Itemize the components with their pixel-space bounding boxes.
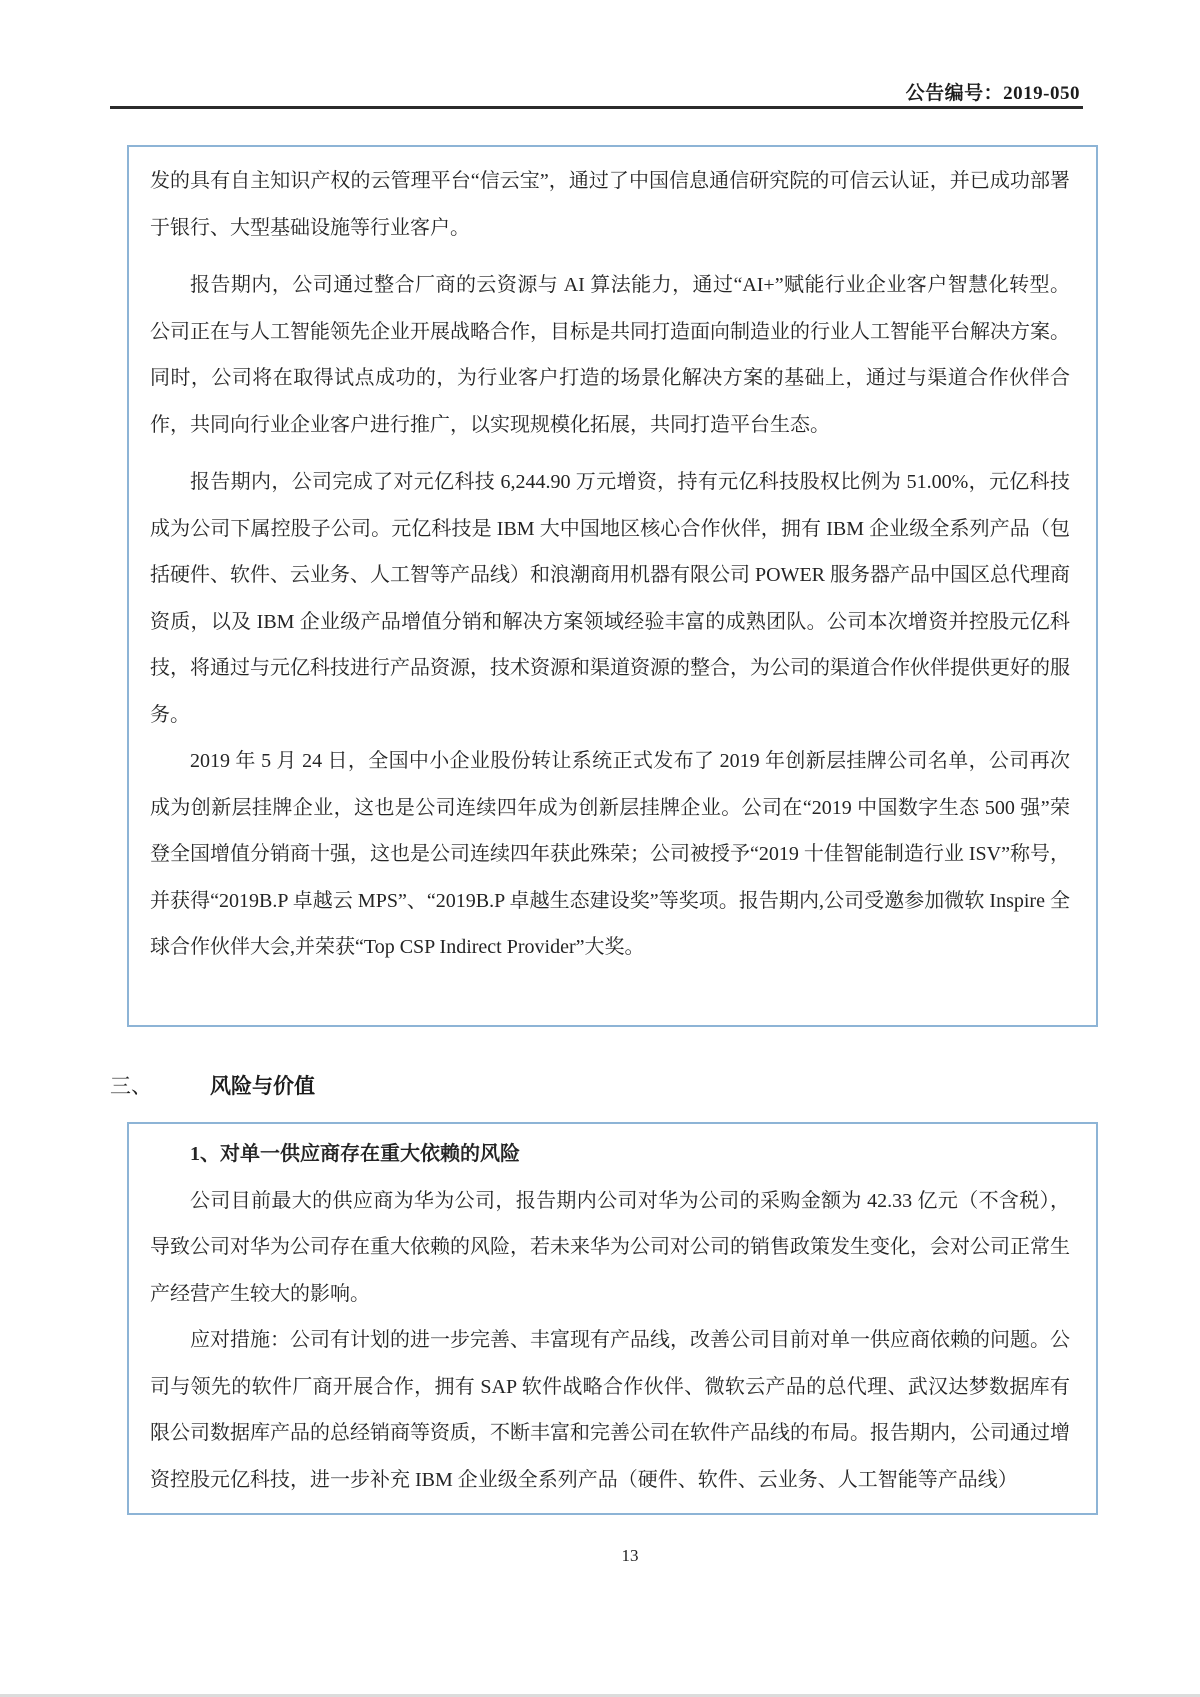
report-content-box bbox=[127, 145, 1098, 1027]
announcement-number: 公告编号：2019-050 bbox=[905, 83, 1080, 104]
header-divider bbox=[110, 106, 1083, 109]
section-title: 风险与价值 bbox=[210, 1074, 315, 1098]
risk-subheading: 1、对单一供应商存在重大依赖的风险 bbox=[190, 1143, 520, 1165]
report-paragraph: 报告期内，公司通过整合厂商的云资源与 AI 算法能力，通过“AI+”赋能行业企业客户智慧化转型。公司正在与人工智能领先企业开展战略合作，目标是共同打造面向制造业的行业人工智能平台解决方案。同时，公司将在取得试点成功的，为行业客户打造的场景化解决方案的基础上，通过与渠道合作伙伴合作，共同向行业企业客户进行推广，以实现规模化拓展，共同打造平台生态。 bbox=[150, 274, 1070, 436]
report-paragraph: 发的具有自主知识产权的云管理平台“信云宝”，通过了中国信息通信研究院的可信云认证，并已成功部署于银行、大型基础设施等行业客户。 bbox=[150, 170, 1070, 239]
section-number: 三、 bbox=[110, 1074, 152, 1098]
risk-content-box bbox=[127, 1122, 1098, 1515]
report-paragraph: 报告期内，公司完成了对元亿科技 6,244.90 万元增资，持有元亿科技股权比例为 51.00%，元亿科技成为公司下属控股子公司。元亿科技是 IBM 大中国地区核心合作伙伴，拥有 IBM 企业级全系列产品（包括硬件、软件、云业务、人工智等产品线）和浪潮商用机器有限公司 POWER 服务器产品中国区总代理商资质，以及 IBM 企业级产品增值分销和解决方案领域经验丰富的成熟团队。公司本次增资并控股元亿科技，将通过与元亿科技进行产品资源，技术资源和渠道资源的整合，为公司的渠道合作伙伴提供更好的服务。 bbox=[150, 471, 1070, 726]
section-heading bbox=[110, 1070, 315, 1100]
report-paragraph: 2019 年 5 月 24 日，全国中小企业股份转让系统正式发布了 2019 年创新层挂牌公司名单，公司再次成为创新层挂牌企业，这也是公司连续四年成为创新层挂牌企业。公司在“2019 中国数字生态 500 强”荣登全国增值分销商十强，这也是公司连续四年获此殊荣；公司被授予“2019 十佳智能制造行业 ISV”称号，并获得“2019B.P 卓越云 MPS”、“2019B.P 卓越生态建设奖”等奖项。报告期内,公司受邀参加微软 Inspire 全球合作伙伴大会,并荣获“Top CSP Indirect Provider”大奖。 bbox=[150, 750, 1070, 958]
risk-paragraph: 公司目前最大的供应商为华为公司，报告期内公司对华为公司的采购金额为 42.33 亿元（不含税），导致公司对华为公司存在重大依赖的风险，若未来华为公司对公司的销售政策发生变化，会对公司正常生产经营产生较大的影响。 bbox=[150, 1189, 1070, 1305]
page-number: 13 bbox=[621, 1546, 639, 1565]
risk-paragraph: 应对措施：公司有计划的进一步完善、丰富现有产品线，改善公司目前对单一供应商依赖的问题。公司与领先的软件厂商开展合作，拥有 SAP 软件战略合作伙伴、微软云产品的总代理、武汉达梦数据库有限公司数据库产品的总经销商等资质，不断丰富和完善公司在软件产品线的布局。报告期内，公司通过增资控股元亿科技，进一步补充 IBM 企业级全系列产品（硬件、软件、云业务、人工智能等产品线） bbox=[150, 1329, 1070, 1491]
